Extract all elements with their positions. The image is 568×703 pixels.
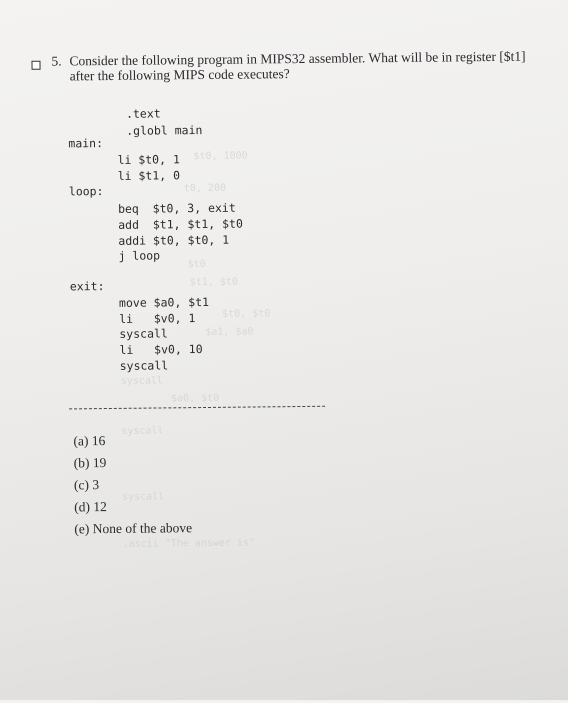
option-text: 19 — [92, 455, 107, 471]
question-text-line-1: Consider the following program in MIPS32 assembler. What will be in register [$t1] — [69, 48, 526, 69]
option-text: 12 — [93, 499, 107, 515]
option-label: (c) — [73, 477, 89, 493]
option-c[interactable] — [74, 477, 99, 493]
exit-label: exit: — [69, 279, 105, 294]
separator-line — [69, 406, 325, 410]
option-label: (d) — [74, 499, 90, 515]
code-line: syscall — [119, 326, 168, 341]
option-label: (a) — [73, 433, 89, 449]
bleed-through: $t0, 1000 t0, 200 $t0 $t1, $t0 $t0, $t0 $a1, $a0 syscall $a0, $t0 syscall syscall .ascii "The answer is" — [120, 150, 271, 550]
code-line: syscall — [119, 358, 169, 373]
option-text: 16 — [91, 433, 106, 449]
option-label: (e) — [74, 521, 90, 537]
option-text: None of the above — [92, 520, 193, 537]
option-b[interactable] — [74, 455, 107, 471]
code-line: beq $t0, 3, exit — [117, 200, 236, 216]
option-a[interactable] — [73, 433, 105, 449]
option-d[interactable] — [74, 499, 107, 515]
question-checkbox[interactable] — [31, 61, 40, 70]
main-label: main: — [68, 136, 104, 151]
globl-directive: .globl main — [126, 123, 203, 138]
question-text-line-2: after the following MIPS code executes? — [69, 66, 290, 84]
loop-label: loop: — [68, 184, 104, 199]
code-line: li $v0, 10 — [119, 342, 203, 357]
option-e[interactable] — [74, 520, 192, 537]
question-number: 5. — [51, 53, 62, 69]
text-directive: .text — [125, 106, 161, 121]
code-line: li $v0, 1 — [119, 311, 196, 326]
option-label: (b) — [73, 455, 90, 471]
option-text: 3 — [92, 477, 100, 493]
code-line: move $a0, $t1 — [118, 294, 210, 310]
code-line: li $t1, 0 — [117, 168, 181, 183]
question-text — [69, 48, 549, 83]
code-line: add $t1, $t1, $t0 — [118, 216, 243, 232]
code-line: j loop — [118, 248, 161, 263]
code-line: addi $t0, $t0, 1 — [118, 232, 230, 248]
code-line: li $t0, 1 — [117, 152, 180, 167]
